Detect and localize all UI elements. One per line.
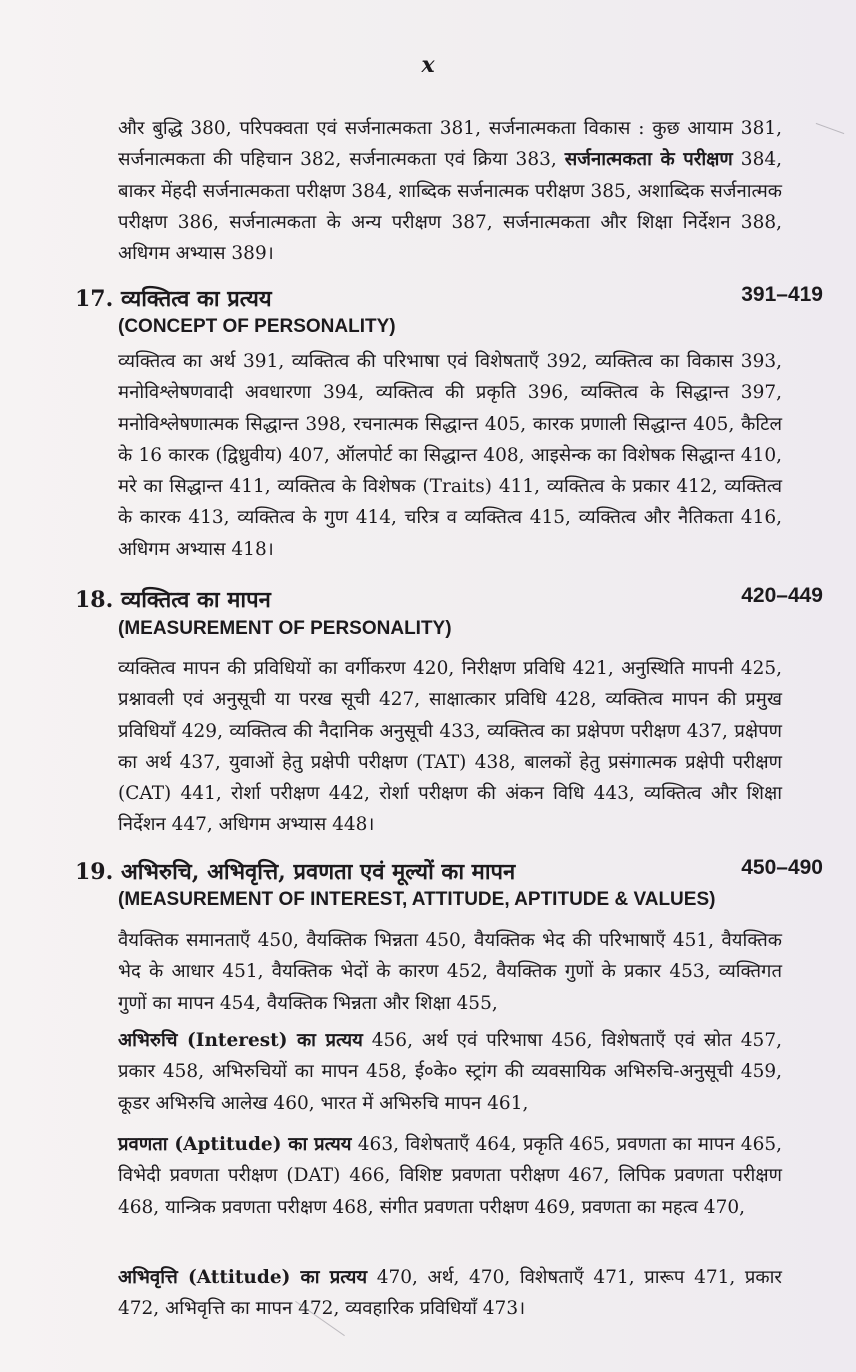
chapter-page-range: 391–419 — [741, 283, 823, 306]
chapter-19-heading — [75, 856, 823, 886]
chapter-19-number-title — [75, 856, 515, 886]
chapter-19-body: वैयक्तिक समानताएँ 450, वैयक्तिक भिन्नता 450, वैयक्तिक भेद की परिभाषाएँ 451, वैयक्तिक भेद के आधार 451, वैयक्तिक भेदों के कारण 452, वैयक्तिक गुणों के प्रकार 453, व्यक्तिगत गुणों का मापन 454, वैयक्तिक भिन्नता और शिक्षा 455, — [118, 930, 782, 1014]
chapter-18-heading — [75, 584, 823, 614]
interest-heading: अभिरुचि (Interest) का प्रत्यय — [118, 1030, 363, 1051]
chapter-title: व्यक्तित्व का मापन — [120, 587, 271, 613]
chapter-number: 17. — [75, 286, 114, 312]
intro-bold-term: सर्जनात्मकता के परीक्षण — [564, 149, 733, 171]
intro-text-1: और बुद्धि 380, परिपक्वता एवं सर्जनात्मकता 381, सर्जनात्मकता विकास : कुछ आयाम 381, सर्जनात्मकता की पहिचान 382, सर्जनात्मकता एवं क्रिया 383, — [118, 118, 782, 171]
chapter-17-body: व्यक्तित्व का अर्थ 391, व्यक्तित्व की परिभाषा एवं विशेषताएँ 392, व्यक्तित्व का विकास 393, मनोविश्लेषणवादी अवधारणा 394, व्यक्तित्व की प्रकृति 396, व्यक्तित्व के सिद्धान्त 397, मनोविश्लेषणात्मक सिद्धान्त 398, रचनात्मक सिद्धान्त 405, कारक प्रणाली सिद्धान्त 405, कैटिल के 16 कारक (द्विध्रुवीय) 407, ऑलपोर्ट का सिद्धान्त 408, आइसेन्क का विशेषक सिद्धान्त 410, मरे का सिद्धान्त 411, व्यक्तित्व के विशेषक (Traits) 411, व्यक्तित्व के प्रकार 412, व्यक्तित्व के कारक 413, व्यक्तित्व के गुण 414, चरित्र व व्यक्तित्व 415, व्यक्तित्व और नैतिकता 416, अधिगम अभ्यास 418। — [118, 351, 782, 560]
attitude-text: 470, अर्थ, 470, विशेषताएँ 471, प्रारूप 471, प्रकार 472, अभिवृत्ति का मापन 472, व्यवहारिक प्रविधियाँ 473। — [118, 1267, 782, 1320]
aptitude-paragraph — [118, 1129, 782, 1223]
chapter-number: 18. — [75, 587, 114, 613]
chapter-17-heading — [75, 283, 823, 313]
chapter-number: 19. — [75, 859, 114, 885]
chapter-18-number-title — [75, 584, 271, 614]
aptitude-heading: प्रवणता (Aptitude) का प्रत्यय — [118, 1134, 352, 1155]
attitude-paragraph — [118, 1262, 782, 1325]
chapter-17-number-title — [75, 283, 272, 313]
chapter-page-range: 420–449 — [741, 584, 823, 607]
intro-paragraph — [118, 113, 782, 269]
aptitude-text: 463, विशेषताएँ 464, प्रकृति 465, प्रवणता का मापन 465, विभेदी प्रवणता परीक्षण (DAT) 466, विशिष्ट प्रवणता परीक्षण 467, लिपिक प्रवणता परीक्षण 468, यान्त्रिक प्रवणता परीक्षण 468, संगीत प्रवणता परीक्षण 469, प्रवणता का महत्व 470, — [118, 1134, 782, 1218]
interest-paragraph — [118, 1025, 782, 1119]
page-number: x — [421, 52, 435, 78]
stray-mark — [816, 123, 845, 134]
chapter-title: अभिरुचि, अभिवृत्ति, प्रवणता एवं मूल्यों का मापन — [120, 859, 516, 885]
chapter-19-subtitle: (MEASUREMENT OF INTEREST, ATTITUDE, APTITUDE & VALUES) — [118, 889, 716, 910]
attitude-heading: अभिवृत्ति (Attitude) का प्रत्यय — [118, 1267, 368, 1288]
chapter-18-body: व्यक्तित्व मापन की प्रविधियों का वर्गीकरण 420, निरीक्षण प्रविधि 421, अनुस्थिति मापनी 425, प्रश्नावली एवं अनुसूची या परख सूची 427, साक्षात्कार प्रविधि 428, व्यक्तित्व मापन की प्रमुख प्रविधियाँ 429, व्यक्तित्व की नैदानिक अनुसूची 433, व्यक्तित्व का प्रक्षेपण परीक्षण 437, प्रक्षेपण का अर्थ 437, युवाओं हेतु प्रक्षेपी परीक्षण (TAT) 438, बालकों हेतु प्रसंगात्मक प्रक्षेपी परीक्षण (CAT) 441, रोर्शा परीक्षण 442, रोर्शा परीक्षण की अंकन विधि 443, व्यक्तित्व और शिक्षा निर्देशन 447, अधिगम अभ्यास 448। — [118, 658, 782, 836]
chapter-17-subtitle: (CONCEPT OF PERSONALITY) — [118, 316, 396, 337]
intro-text-2: 384, बाकर मेंहदी सर्जनात्मकता परीक्षण 384, शाब्दिक सर्जनात्मक परीक्षण 385, अशाब्दिक सर्जनात्मक परीक्षण 386, सर्जनात्मकता के अन्य परीक्षण 387, सर्जनात्मकता और शिक्षा निर्देशन 388, अधिगम अभ्यास 389। — [118, 149, 783, 265]
chapter-page-range: 450–490 — [741, 856, 823, 879]
interest-text: 456, अर्थ एवं परिभाषा 456, विशेषताएँ एवं स्रोत 457, प्रकार 458, अभिरुचियों का मापन 458, ई०के० स्ट्रांग की व्यवसायिक अभिरुचि-अनुसूची 459, कूडर अभिरुचि आलेख 460, भारत में अभिरुचि मापन 461, — [118, 1030, 782, 1114]
chapter-18-subtitle: (MEASUREMENT OF PERSONALITY) — [118, 618, 452, 639]
chapter-title: व्यक्तित्व का प्रत्यय — [120, 286, 272, 312]
